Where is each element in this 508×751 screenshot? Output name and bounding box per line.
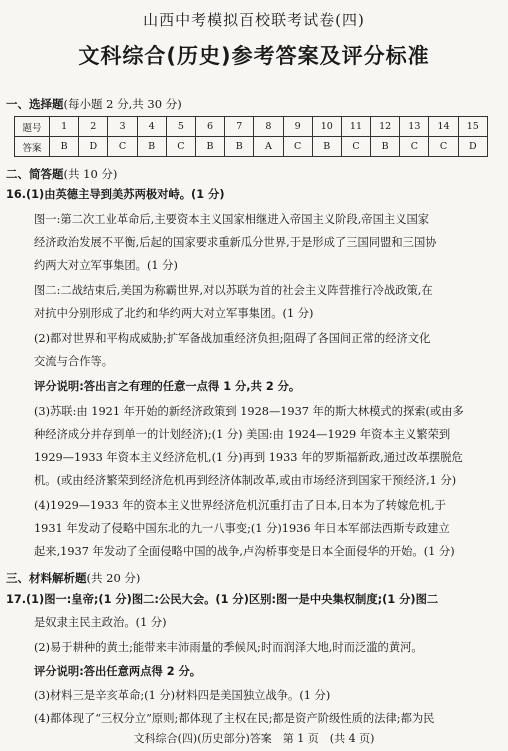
question-number: 4: [137, 117, 166, 137]
answer-row: [15, 137, 488, 157]
q16-part3-line2: 种经济成分并存到单一的计划经济);(1 分) 美国:由 1924—1929 年资本主义繁荣到: [34, 428, 451, 441]
q16-figure1-line2: 经济政治发展不平衡,后起的国家要求重新瓜分世界,于是形成了三国同盟和三国协: [34, 236, 437, 249]
q16-scoring-note: 评分说明:答出言之有理的任意一点得 1 分,共 2 分。: [34, 380, 301, 393]
question-number: 11: [341, 117, 370, 137]
answer-cell: B: [50, 137, 79, 157]
q16-part4-line2: 1931 年发动了侵略中国东北的九一八事变;(1 分)1936 年日本军部法西斯专政建立: [34, 522, 450, 535]
question-number: 15: [458, 117, 487, 137]
q16-part2-line2: 交流与合作等。: [34, 355, 114, 368]
answer-cell: C: [166, 137, 195, 157]
q16-part3-line3: 1929—1933 年资本主义经济危机,(1 分)再到 1933 年的罗斯福新政,通过改革摆脱危: [34, 451, 463, 464]
section-3-note: (共 20 分): [86, 571, 141, 585]
answer-cell: B: [137, 137, 166, 157]
answer-cell: C: [429, 137, 458, 157]
question-number: 9: [283, 117, 312, 137]
answer-cell: C: [108, 137, 137, 157]
q17-scoring-note: 评分说明:答出任意两点得 2 分。: [34, 665, 202, 678]
q17-part4: (4)都体现了“三权分立”原则;都体现了主权在民;都是资产阶级性质的法律;都为民: [34, 712, 435, 725]
answer-cell: D: [458, 137, 487, 157]
question-number: 12: [371, 117, 400, 137]
q16-part3-line1: (3)苏联:由 1921 年开始的新经济政策到 1928—1937 年的斯大林模式的探索(或由多: [34, 405, 464, 418]
q17-part1-line1: 17.(1)图一:皇帝;(1 分)图二:公民大会。(1 分)区别:图一是中央集权制度;(1 分)图二: [6, 593, 439, 606]
section-2-heading: [6, 166, 117, 182]
section-3-heading: [6, 570, 140, 586]
question-number: 10: [312, 117, 341, 137]
q16-part4-line3: 起来,1937 年发动了全面侵略中国的战争,卢沟桥事变是日本全面侵华的开始。(1 分): [34, 545, 455, 558]
answer-cell: B: [195, 137, 224, 157]
answer-cell: B: [225, 137, 254, 157]
page-footer: 文科综合(四)(历史部分)答案 第 1 页 (共 4 页): [133, 732, 375, 745]
question-number: 2: [79, 117, 108, 137]
section-1-heading: [6, 96, 182, 112]
q16-figure1-line1: 图一:第二次工业革命后,主要资本主义国家相继进入帝国主义阶段,帝国主义国家: [34, 213, 430, 226]
question-number: 5: [166, 117, 195, 137]
main-title: 文科综合(历史)参考答案及评分标准: [78, 44, 430, 68]
answer-cell: C: [400, 137, 429, 157]
row-label-answer: 答案: [15, 137, 50, 157]
answer-cell: B: [371, 137, 400, 157]
row-label-question: 题号: [15, 117, 50, 137]
question-number-row: [15, 117, 488, 137]
q16-figure1-line3: 约两大对立军事集团。(1 分): [34, 259, 178, 272]
answer-cell: C: [341, 137, 370, 157]
section-1-title: 一、选择题: [6, 97, 64, 111]
question-number: 14: [429, 117, 458, 137]
section-2-note: (共 10 分): [63, 167, 118, 181]
exam-title: 山西中考模拟百校联考试卷(四): [143, 11, 365, 29]
section-2-title: 二、简答题: [6, 167, 64, 181]
question-number: 3: [108, 117, 137, 137]
question-number: 7: [225, 117, 254, 137]
q17-part2: (2)易于耕种的黄土;能带来丰沛雨量的季候风;时而润泽大地,时而泛滥的黄河。: [34, 641, 423, 654]
answer-cell: D: [79, 137, 108, 157]
question-number: 1: [50, 117, 79, 137]
answer-cell: B: [312, 137, 341, 157]
q16-part4-line1: (4)1929—1933 年的资本主义世界经济危机沉重打击了日本,日本为了转嫁危机,于: [34, 499, 446, 512]
answer-cell: A: [254, 137, 283, 157]
q16-part1: 16.(1)由英德主导到美苏两极对峙。(1 分): [6, 188, 225, 201]
question-number: 6: [195, 117, 224, 137]
answer-table: [14, 116, 488, 157]
section-3-title: 三、材料解析题: [6, 571, 87, 585]
q17-part3: (3)材料三是辛亥革命;(1 分)材料四是美国独立战争。(1 分): [34, 689, 331, 702]
section-1-note: (每小题 2 分,共 30 分): [63, 97, 182, 111]
answer-cell: C: [283, 137, 312, 157]
q16-figure2-line2: 对抗中分别形成了北约和华约两大对立军事集团。(1 分): [34, 307, 314, 320]
question-number: 13: [400, 117, 429, 137]
q17-part1-line2: 是奴隶主民主政治。(1 分): [34, 616, 167, 629]
question-number: 8: [254, 117, 283, 137]
q16-part3-line4: 机。(或由经济繁荣到经济危机再到经济体制改革,或由市场经济到国家干预经济,1 分): [34, 474, 457, 487]
q16-figure2-line1: 图二:二战结束后,美国为称霸世界,对以苏联为首的社会主义阵营推行冷战政策,在: [34, 284, 433, 297]
q16-part2-line1: (2)都对世界和平构成威胁;扩军备战加重经济负担;阻碍了各国间正常的经济文化: [34, 332, 431, 345]
